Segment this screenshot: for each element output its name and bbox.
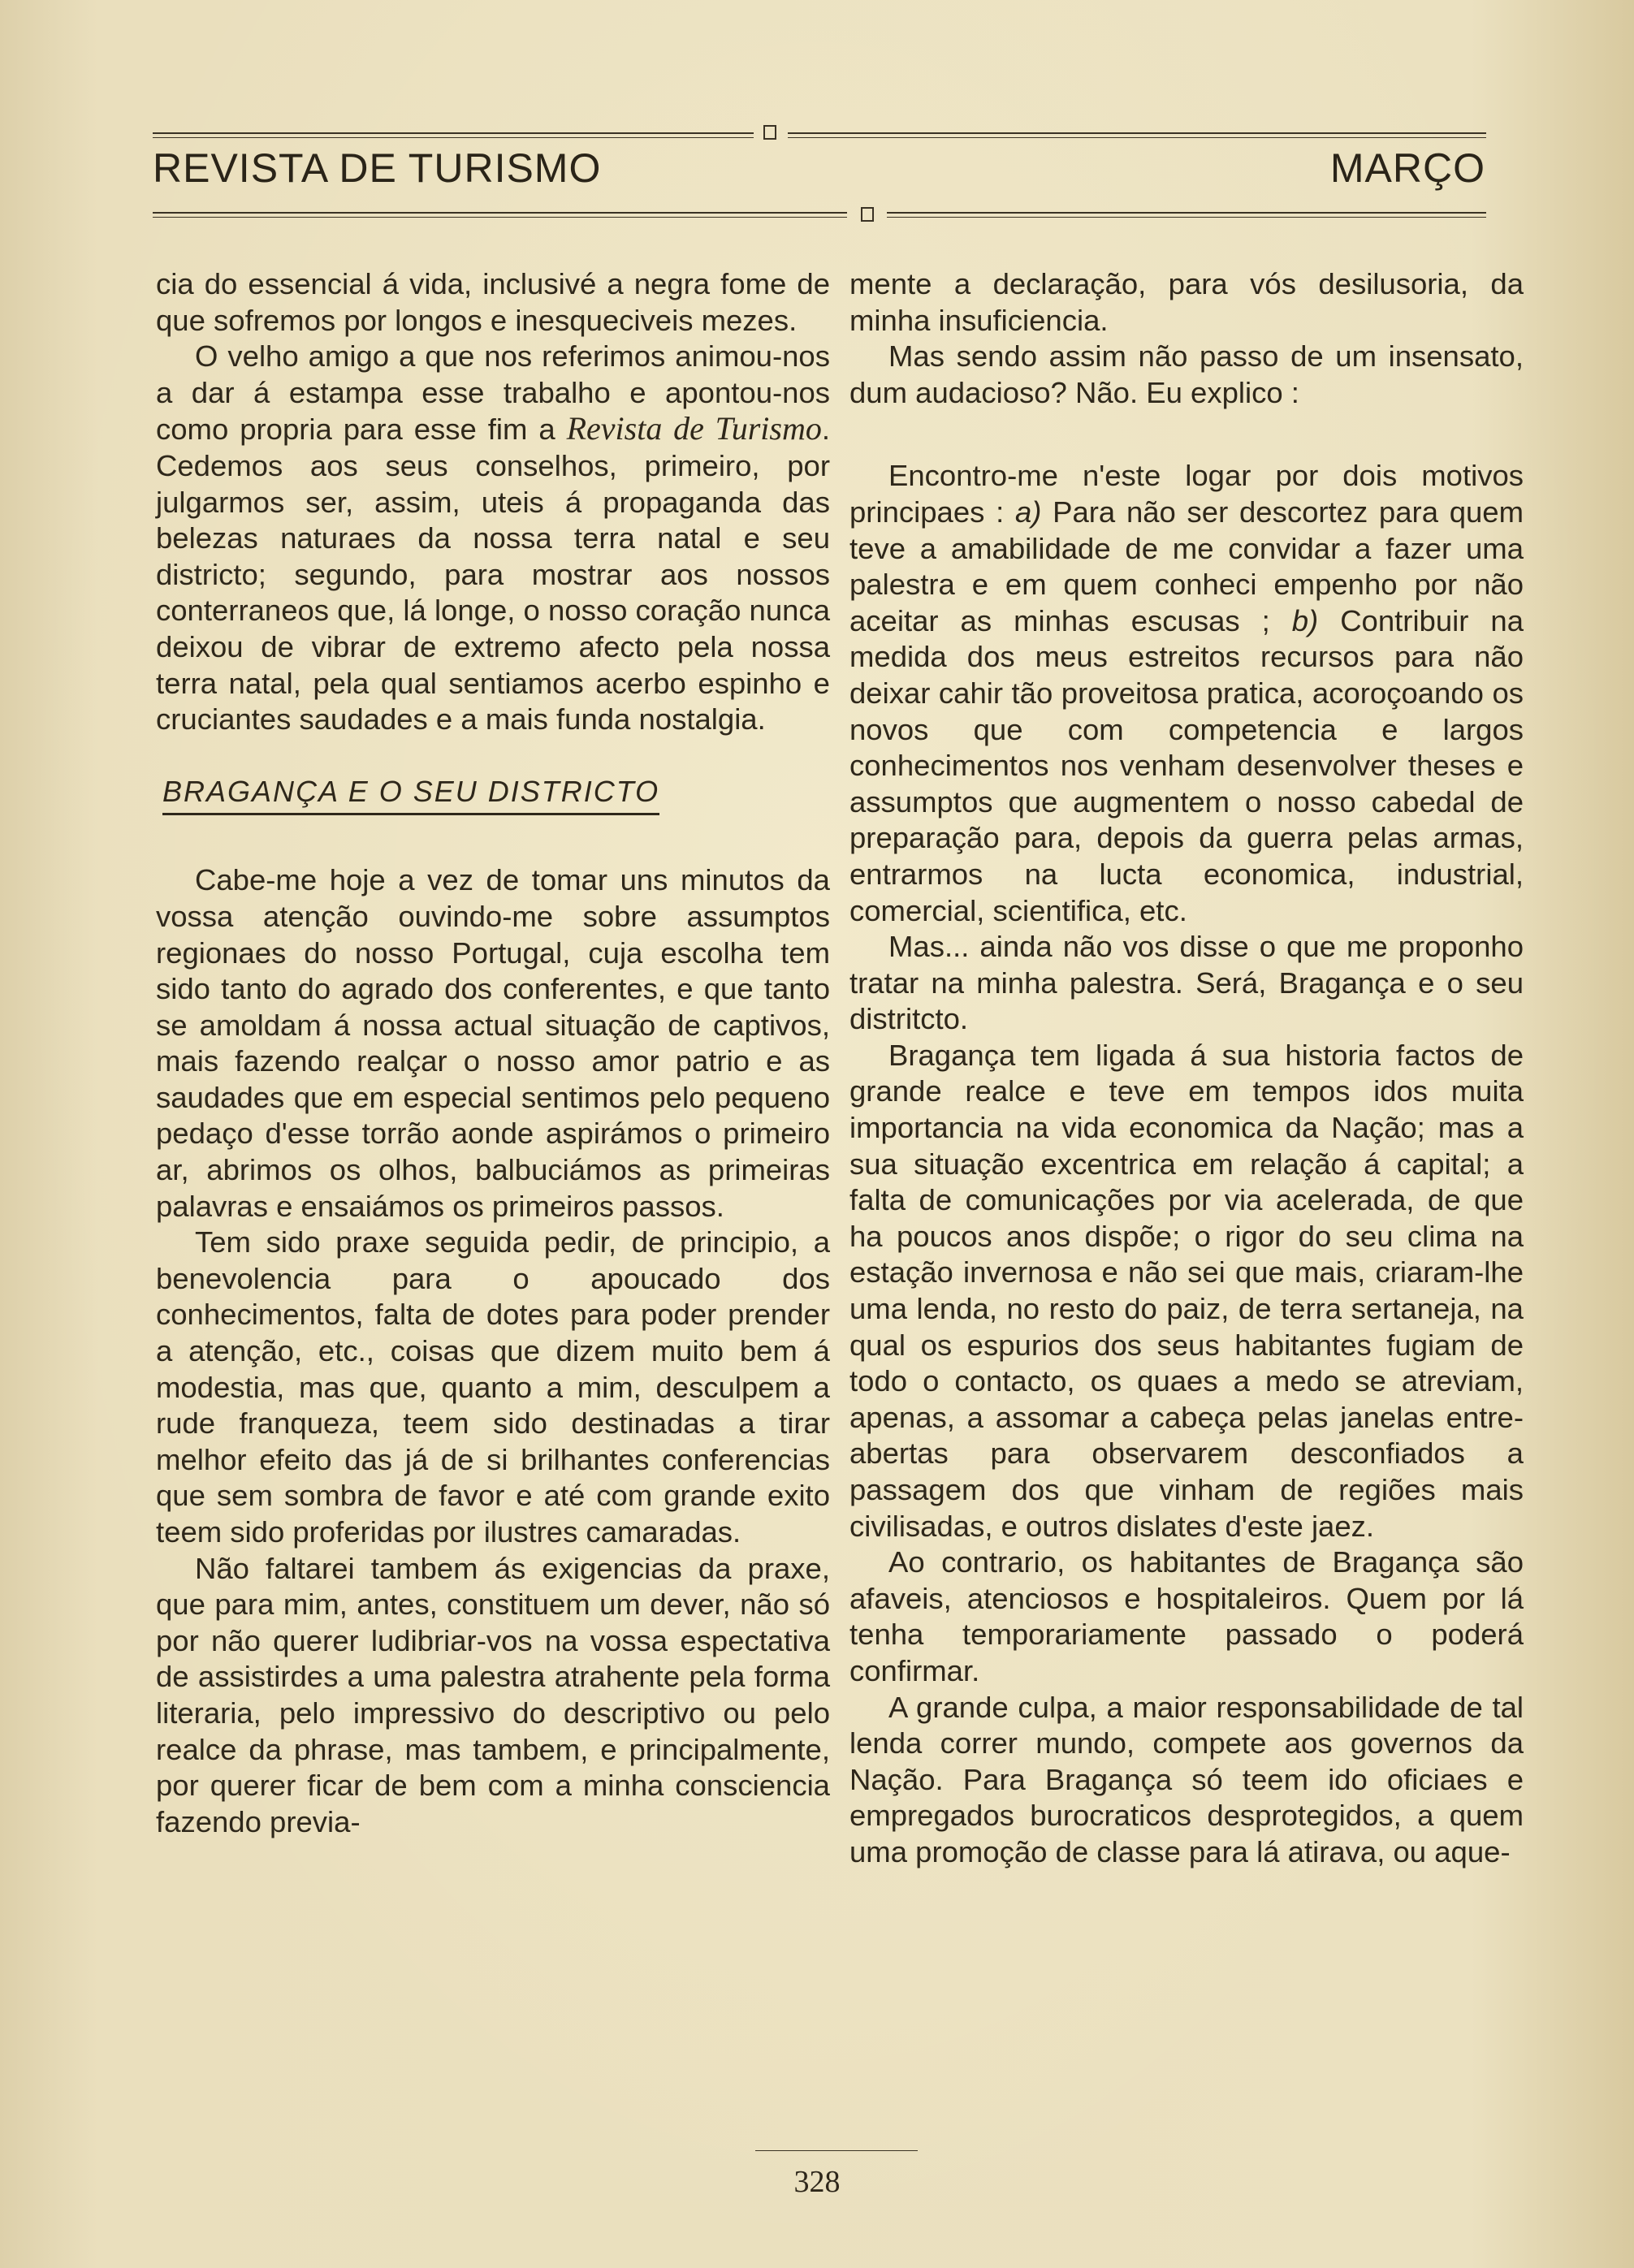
left-column	[156, 266, 830, 1840]
header-ornament-square-bottom	[861, 207, 874, 222]
header-bottom-rule-right	[887, 212, 1486, 214]
left-paragraph-4: Tem sido praxe seguida pedir, de principio, a benevolencia para o apoucado dos conhecimentos, falta de dotes para poder prender a atenção, etc., coisas que dizem muito bem á modestia, mas que, quanto a mim, desculpem a rude franqueza, teem sido destinadas a tirar melhor efeito das já de si brilhantes conferencias que sem sombra de favor e até com grande exito teem sido proferidas por ilustres camaradas.	[156, 1225, 830, 1549]
left-paragraph-2-text-b: . Cedemos aos seus conselhos, primeiro, por julgarmos ser, assim, uteis á propaganda das belezas naturaes da nossa terra natal e seu districto; segundo, para mostrar aos nossos conterraneos que, lá longe, o nosso coração nunca deixou de vibrar de extremo afecto pela nossa terra natal, pela qual sentiamos acerbo espinho e cruciantes saudades e a mais funda nostalgia.	[156, 413, 830, 737]
list-marker-b: b)	[1291, 603, 1319, 637]
spacer	[849, 411, 1524, 458]
right-paragraph-2: Mas sendo assim não passo de um insensato, dum audacioso? Não. Eu explico :	[849, 339, 1524, 409]
section-heading-wrap	[156, 738, 830, 816]
magazine-name-inline: Revista de Turismo	[566, 410, 822, 447]
issue-month: MARÇO	[1329, 145, 1485, 191]
right-paragraph-5: Bragança tem ligada á sua historia factos de grande realce e teve em tempos idos muita importancia na vida economica da Nação; mas a sua situação excentrica em relação á capital; a falta de comunicações por via acelerada, de que ha poucos anos dispõe; o rigor do seu clima na estação invernosa e não sei que mais, criaram-lhe uma lenda, no resto do paiz, de terra sertaneja, na qual os espurios dos seus habitantes fugiam de todo o contacto, os quaes a medo se atreviam, apenas, a assomar a cabeça pelas janelas entre-abertas para observarem desconfiados a passagem dos que vinham de regiões mais civilisadas, e outros dislates d'este jaez.	[849, 1038, 1524, 1543]
left-paragraph-3: Cabe-me hoje a vez de tomar uns minutos da vossa atenção ouvindo-me sobre assumptos regionaes do nosso Portugal, cuja escolha tem sido tanto do agrado dos conferentes, e que tanto se amoldam á nossa actual situação de captivos, mais fazendo realçar o nosso amor patrio e as saudades que em especial sentimos pelo pequeno pedaço d'esse torrão aonde aspirámos o primeiro ar, abrimos os olhos, balbuciámos as primeiras palavras e ensaiámos os primeiros passos.	[156, 863, 830, 1223]
right-paragraph-4: Mas... ainda não vos disse o que me proponho tratar na minha palestra. Será, Bragança e o seu distritcto.	[849, 930, 1524, 1036]
list-marker-a: a)	[1014, 495, 1042, 529]
header-top-rule-right	[788, 132, 1486, 134]
header-top-rule-left-thin	[153, 137, 754, 138]
section-heading: BRAGANÇA E O SEU DISTRICTO	[162, 774, 659, 816]
page-number-rule	[755, 2150, 918, 2151]
right-paragraph-3	[849, 458, 1524, 929]
header-bottom-rule-right-thin	[887, 217, 1486, 218]
left-paragraph-2	[156, 339, 830, 738]
magazine-title: REVISTA DE TURISMO	[153, 145, 602, 191]
header-top-rule-right-thin	[788, 137, 1486, 138]
left-paragraph-5: Não faltarei tambem ás exigencias da praxe, que para mim, antes, constituem um dever, não só por não querer ludibriar-vos na vossa espectativa de assistirdes a uma palestra atrahente pela forma literaria, pelo impressivo do descriptivo ou pelo realce da phrase, mas tambem, e principalmente, por querer ficar de bem com a minha consciencia fazendo previa-	[156, 1551, 830, 1838]
right-paragraph-3-text-b: Para não ser descortez para quem teve a amabilidade de me convidar a fazer uma palestra e em quem conheci empenho por não aceitar as minhas escusas ;	[849, 495, 1524, 637]
right-paragraph-3-text-c: Contribuir na medida dos meus estreitos recursos para não deixar cahir tão proveitosa pratica, acoroçoando os novos que com competencia e largos conhecimentos nos venham desenvolver theses e assumptos que augmentem o nosso cabedal de preparação para, depois da guerra pelas armas, entrarmos na lucta economica, industrial, comercial, scientifica, etc.	[849, 603, 1524, 927]
spacer	[156, 815, 830, 862]
page-number: 328	[793, 2165, 841, 2199]
right-paragraph-1: mente a declaração, para vós desilusoria, da minha insuficiencia.	[849, 267, 1524, 337]
header-ornament-square-top	[763, 125, 776, 140]
header-bottom-rule-left	[153, 212, 847, 214]
header-top-rule-left	[153, 132, 754, 134]
right-paragraph-3-text-a: Encontro-me n'este logar por dois motivos principaes :	[849, 459, 1524, 529]
left-paragraph-1: cia do essencial á vida, inclusivé a negra fome de que sofremos por longos e inesqueciveis mezes.	[156, 267, 830, 337]
header-bottom-rule-left-thin	[153, 217, 847, 218]
left-paragraph-2-text-a: O velho amigo a que nos referimos animou-nos a dar á estampa esse trabalho e apontou-nos como propria para esse fim a	[156, 339, 830, 447]
right-column	[849, 266, 1524, 1871]
right-paragraph-6: Ao contrario, os habitantes de Bragança são afaveis, atenciosos e hospitaleiros. Quem por lá tenha temporariamente passado o poderá confirmar.	[849, 1545, 1524, 1687]
right-paragraph-7: A grande culpa, a maior responsabilidade de tal lenda correr mundo, compete aos governos da Nação. Para Bragança só teem ido oficiaes e empregados burocraticos desprotegidos, a quem uma promoção de classe para lá atirava, ou aque-	[849, 1690, 1524, 1868]
